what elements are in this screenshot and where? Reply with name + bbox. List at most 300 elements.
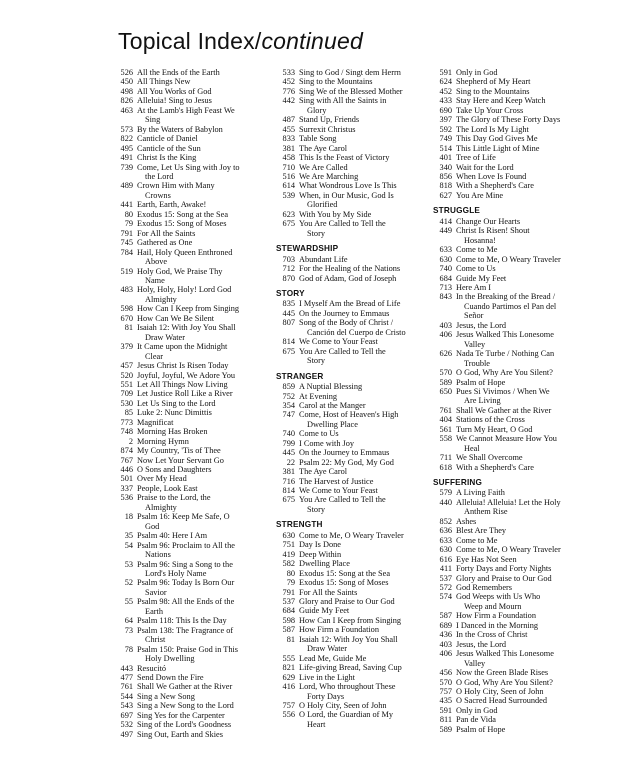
index-column-1 — [114, 68, 266, 739]
hymn-title-continued: Dwelling Place — [307, 419, 358, 429]
hymn-title-continued: Anthem Rise — [464, 507, 508, 517]
hymn-title: What Wondrous Love Is This — [299, 181, 397, 191]
hymn-title: A Living Faith — [456, 488, 505, 498]
hymn-number: 859 — [282, 382, 295, 392]
index-entry — [276, 701, 428, 710]
hymn-title: Psalm 150: Praise God in This — [137, 644, 239, 654]
hymn-number: 614 — [282, 181, 295, 191]
index-entry — [114, 597, 266, 616]
hymn-number: 519 — [120, 266, 133, 276]
index-entry — [276, 125, 428, 134]
index-entry — [114, 200, 266, 209]
hymn-number: 381 — [282, 467, 295, 477]
index-entry — [276, 429, 428, 438]
index-entry — [276, 673, 428, 682]
hymn-number: 442 — [282, 96, 295, 106]
index-entry — [114, 408, 266, 417]
hymn-title: Shepherd of My Heart — [456, 77, 531, 87]
hymn-number: 441 — [120, 200, 133, 210]
hymn-title-continued: Canción del Cuerpo de Cristo — [307, 327, 406, 337]
hymn-number: 623 — [282, 209, 295, 219]
hymn-number: 489 — [120, 181, 133, 191]
index-entry — [114, 399, 266, 408]
hymn-number: 835 — [282, 299, 295, 309]
hymn-title-continued: Crowns — [145, 190, 171, 200]
hymn-number: 579 — [439, 488, 452, 498]
section-heading: STRENGTH — [276, 520, 323, 530]
hymn-number: 477 — [120, 673, 133, 682]
index-entry — [276, 347, 428, 366]
index-entry — [433, 172, 603, 181]
hymn-number: 446 — [120, 465, 133, 475]
hymn-number: 433 — [439, 96, 452, 106]
index-entry — [433, 415, 603, 424]
hymn-title: Jesus, the Lord — [456, 639, 507, 649]
hymn-number: 856 — [439, 171, 452, 181]
index-entry — [433, 125, 603, 134]
hymn-number: 589 — [439, 724, 452, 734]
hymn-title: I Myself Am the Bread of Life — [299, 299, 401, 309]
hymn-title: Magnificat — [137, 417, 174, 427]
hymn-number: 379 — [120, 342, 133, 352]
index-entry — [433, 245, 603, 254]
index-entry — [433, 96, 603, 105]
index-entry — [114, 682, 266, 691]
hymn-title: Table Song — [299, 134, 337, 144]
hymn-title: We Are Called — [299, 162, 348, 172]
hymn-title: Lord, Who throughout These — [299, 682, 396, 692]
hymn-number: 633 — [439, 535, 452, 545]
hymn-title: For All the Saints — [137, 228, 196, 238]
hymn-number: 630 — [439, 254, 452, 264]
hymn-number: 582 — [282, 559, 295, 569]
hymn-title: Jesus, the Lord — [456, 320, 507, 330]
hymn-number: 85 — [124, 408, 133, 418]
index-entry — [276, 559, 428, 568]
hymn-title: I Danced in the Morning — [456, 620, 539, 630]
index-entry — [114, 285, 266, 304]
hymn-title: Resucitó — [137, 663, 167, 673]
index-entry — [276, 410, 428, 429]
hymn-title: You Are Mine — [456, 190, 504, 200]
index-entry — [433, 498, 603, 517]
hymn-number: 337 — [120, 483, 133, 493]
hymn-number: 650 — [439, 386, 452, 396]
index-entry — [433, 583, 603, 592]
hymn-title: Change Our Hearts — [456, 216, 521, 226]
hymn-number: 874 — [120, 446, 133, 456]
index-column-3 — [433, 68, 603, 734]
index-entry — [276, 392, 428, 401]
hymn-number: 520 — [120, 370, 133, 380]
index-entry — [114, 446, 266, 455]
hymn-number: 747 — [282, 410, 295, 420]
index-entry — [433, 321, 603, 330]
hymn-title: All You Works of God — [137, 86, 212, 96]
hymn-title-continued: Christ — [145, 635, 166, 645]
hymn-number: 80 — [286, 568, 295, 578]
index-entry — [433, 536, 603, 545]
index-entry — [114, 361, 266, 370]
hymn-title: You Are Called to Tell the — [299, 219, 386, 229]
hymn-title-continued: God — [145, 521, 160, 531]
hymn-title-continued: Glorified — [307, 200, 338, 210]
hymn-title: Crown Him with Many — [137, 181, 215, 191]
hymn-title-continued: Almighty — [145, 294, 177, 304]
hymn-title: Psalm 96: Sing a Song to the — [137, 559, 233, 569]
index-entry — [114, 474, 266, 483]
index-entry — [114, 484, 266, 493]
hymn-title: Take Up Your Cross — [456, 105, 524, 115]
hymn-title: The Harvest of Justice — [299, 476, 374, 486]
index-entry — [433, 668, 603, 677]
hymn-title: The Lord Is My Light — [456, 124, 529, 134]
hymn-title: Stand Up, Friends — [299, 115, 360, 125]
hymn-number: 414 — [439, 216, 452, 226]
index-entry — [276, 448, 428, 457]
index-entry — [276, 467, 428, 476]
hymn-title-continued: Valley — [464, 339, 486, 349]
index-entry — [114, 560, 266, 579]
index-entry — [114, 314, 266, 323]
hymn-title: In the Cross of Christ — [456, 630, 528, 640]
hymn-number: 709 — [120, 389, 133, 399]
hymn-number: 544 — [120, 691, 133, 701]
hymn-number: 712 — [282, 264, 295, 274]
hymn-title: Sing a New Song — [137, 691, 195, 701]
hymn-number: 822 — [120, 134, 133, 144]
index-entry — [433, 463, 603, 472]
index-entry — [433, 488, 603, 497]
index-entry — [114, 106, 266, 125]
index-entry — [114, 238, 266, 247]
hymn-number: 757 — [282, 701, 295, 710]
hymn-number: 591 — [439, 68, 452, 77]
index-entry — [433, 144, 603, 153]
hymn-number: 79 — [286, 578, 295, 588]
hymn-number: 561 — [439, 424, 452, 434]
hymn-number: 404 — [439, 415, 452, 425]
index-entry — [433, 191, 603, 200]
hymn-title: O Holy City, Seen of John — [456, 687, 544, 696]
hymn-number: 703 — [282, 254, 295, 264]
hymn-title: Psalm of Hope — [456, 377, 506, 387]
index-entry — [114, 342, 266, 361]
hymn-number: 784 — [120, 247, 133, 257]
index-entry — [433, 715, 603, 724]
hymn-number: 791 — [282, 587, 295, 597]
hymn-number: 670 — [120, 313, 133, 323]
index-entry — [433, 517, 603, 526]
hymn-number: 821 — [282, 663, 295, 673]
index-entry — [276, 550, 428, 559]
index-entry — [276, 163, 428, 172]
hymn-title: Only in God — [456, 68, 498, 77]
hymn-number: 416 — [282, 682, 295, 692]
index-entry — [433, 611, 603, 620]
hymn-title: Jesus Walked This Lonesome — [456, 330, 554, 340]
hymn-number: 675 — [282, 346, 295, 356]
hymn-title: Glory and Praise to Our God — [299, 597, 395, 607]
hymn-number: 449 — [439, 226, 452, 236]
hymn-title: All Things New — [137, 77, 191, 87]
hymn-number: 555 — [282, 653, 295, 663]
hymn-number: 81 — [124, 323, 133, 333]
hymn-title: Sing to God / Singt dem Herrn — [299, 68, 401, 77]
hymn-number: 624 — [439, 77, 452, 87]
index-entry — [114, 512, 266, 531]
hymn-title: Sing of the Lord's Goodness — [137, 720, 232, 730]
hymn-number: 516 — [282, 171, 295, 181]
index-entry — [433, 687, 603, 696]
index-entry — [276, 210, 428, 219]
hymn-number: 452 — [439, 86, 452, 96]
hymn-title: It Came upon the Midnight — [137, 342, 228, 352]
index-entry — [114, 134, 266, 143]
hymn-number: 340 — [439, 162, 452, 172]
hymn-number: 551 — [120, 379, 133, 389]
hymn-title: Live in the Light — [299, 672, 355, 682]
hymn-title-continued: Glory — [307, 105, 327, 115]
hymn-title: Morning Has Broken — [137, 427, 208, 437]
hymn-number: 690 — [439, 105, 452, 115]
index-entry — [114, 153, 266, 162]
hymn-number: 633 — [439, 245, 452, 255]
index-entry — [433, 68, 603, 77]
hymn-number: 53 — [124, 559, 133, 569]
hymn-title: Luke 2: Nunc Dimittis — [137, 408, 212, 418]
index-entry — [433, 77, 603, 86]
hymn-title-continued: Story — [307, 356, 325, 366]
index-entry — [433, 292, 603, 320]
hymn-number: 495 — [120, 143, 133, 153]
index-entry — [114, 210, 266, 219]
hymn-title: Let Justice Roll Like a River — [137, 389, 233, 399]
hymn-title-continued: Sing — [145, 115, 161, 125]
index-entry — [276, 96, 428, 115]
index-entry — [114, 77, 266, 86]
hymn-title: Come, Host of Heaven's High — [299, 410, 399, 420]
hymn-number: 403 — [439, 639, 452, 649]
hymn-number: 626 — [439, 349, 452, 359]
hymn-number: 537 — [282, 597, 295, 607]
hymn-number: 455 — [282, 124, 295, 134]
hymn-number: 54 — [124, 540, 133, 550]
hymn-number: 675 — [282, 495, 295, 505]
index-entry — [276, 625, 428, 634]
hymn-number: 587 — [282, 625, 295, 635]
hymn-number: 818 — [439, 181, 452, 191]
hymn-number: 436 — [439, 630, 452, 640]
hymn-title: How Firm a Foundation — [456, 611, 536, 621]
hymn-number: 767 — [120, 455, 133, 465]
hymn-title: Dwelling Place — [299, 559, 350, 569]
hymn-title: Pues Si Vivimos / When We — [456, 386, 550, 396]
hymn-number: 55 — [124, 597, 133, 607]
hymn-title: Over My Head — [137, 474, 187, 484]
index-entry — [114, 626, 266, 645]
section-heading: STRUGGLE — [433, 206, 481, 216]
hymn-number: 752 — [282, 391, 295, 401]
index-entry — [433, 217, 603, 226]
hymn-title-continued: Savior — [145, 587, 167, 597]
hymn-number: 572 — [439, 583, 452, 593]
index-entry — [433, 349, 603, 368]
hymn-title: Come to Me — [456, 535, 498, 545]
hymn-title: O Lord, the Guardian of My — [299, 710, 394, 720]
hymn-title-continued: Trouble — [464, 358, 490, 368]
index-entry — [433, 274, 603, 283]
index-entry — [114, 437, 266, 446]
index-entry — [433, 453, 603, 462]
index-entry — [276, 274, 428, 283]
index-entry — [433, 153, 603, 162]
hymn-title: Song of the Body of Christ / — [299, 318, 394, 328]
index-entry — [114, 711, 266, 720]
index-column-2 — [276, 68, 428, 729]
hymn-title: When, in Our Music, God Is — [299, 190, 394, 200]
index-entry — [433, 434, 603, 453]
index-entry — [276, 337, 428, 346]
section-heading: STEWARDSHIP — [276, 244, 339, 254]
hymn-number: 501 — [120, 474, 133, 484]
index-entry — [276, 606, 428, 615]
hymn-number: 514 — [439, 143, 452, 153]
hymn-title: People, Look East — [137, 483, 198, 493]
index-entry — [114, 645, 266, 664]
hymn-title: Psalm 118: This Is the Day — [137, 616, 227, 626]
hymn-number: 35 — [124, 531, 133, 541]
index-entry — [276, 309, 428, 318]
hymn-number: 445 — [282, 308, 295, 318]
section-heading: STRANGER — [276, 371, 324, 381]
hymn-number: 443 — [120, 663, 133, 673]
hymn-title: Isaiah 12: With Joy You Shall — [299, 634, 398, 644]
hymn-title: This Day God Gives Me — [456, 134, 538, 144]
hymn-title: Sing with All the Saints in — [299, 96, 387, 106]
index-entry — [433, 255, 603, 264]
index-entry — [433, 555, 603, 564]
hymn-title: Morning Hymn — [137, 436, 189, 446]
hymn-number: 570 — [439, 677, 452, 687]
hymn-number: 18 — [124, 512, 133, 522]
index-entry — [433, 387, 603, 406]
index-entry — [114, 418, 266, 427]
index-entry — [433, 368, 603, 377]
hymn-title: Come to Us — [299, 429, 339, 439]
hymn-title: Deep Within — [299, 549, 342, 559]
hymn-number: 450 — [120, 77, 133, 87]
index-entry — [276, 439, 428, 448]
hymn-title: O Sacred Head Surrounded — [456, 696, 548, 706]
hymn-number: 589 — [439, 377, 452, 387]
hymn-title: Send Down the Fire — [137, 673, 204, 682]
hymn-title: Psalm 40: Here I Am — [137, 531, 208, 541]
hymn-title: Psalm 138: The Fragrance of — [137, 625, 234, 635]
hymn-number: 799 — [282, 438, 295, 448]
hymn-title: Carol at the Manger — [299, 400, 366, 410]
index-entry — [276, 663, 428, 672]
hymn-number: 463 — [120, 105, 133, 115]
hymn-title-continued: Above — [145, 257, 168, 267]
hymn-title: Only in God — [456, 705, 498, 715]
hymn-number: 629 — [282, 672, 295, 682]
hymn-number: 381 — [282, 143, 295, 153]
hymn-title-continued: Forty Days — [307, 691, 345, 701]
hymn-number: 689 — [439, 620, 452, 630]
index-entry — [276, 219, 428, 238]
index-entry — [114, 304, 266, 313]
hymn-number: 435 — [439, 696, 452, 706]
hymn-number: 748 — [120, 427, 133, 437]
hymn-title: At the Lamb's High Feast We — [137, 105, 235, 115]
hymn-title-continued: Draw Water — [307, 644, 347, 654]
hymn-number: 757 — [439, 687, 452, 696]
index-entry — [114, 541, 266, 560]
hymn-number: 598 — [282, 615, 295, 625]
hymn-title: Forty Days and Forty Nights — [456, 564, 552, 574]
index-entry — [114, 181, 266, 200]
hymn-title: Come to Me, O Weary Traveler — [456, 254, 561, 264]
hymn-number: 483 — [120, 285, 133, 295]
hymn-title-continued: Story — [307, 504, 325, 514]
hymn-title: Let Us Sing to the Lord — [137, 398, 216, 408]
hymn-title: By the Waters of Babylon — [137, 124, 223, 134]
hymn-number: 852 — [439, 516, 452, 526]
hymn-number: 419 — [282, 549, 295, 559]
hymn-number: 411 — [439, 564, 452, 574]
index-entry — [276, 68, 428, 77]
hymn-number: 543 — [120, 701, 133, 711]
hymn-title: Exodus 15: Song of Moses — [299, 578, 389, 588]
index-entry — [433, 134, 603, 143]
hymn-title: Eye Has Not Seen — [456, 554, 517, 564]
index-entry — [276, 264, 428, 273]
hymn-title: When Love Is Found — [456, 171, 527, 181]
page-title — [118, 28, 363, 55]
hymn-title: God Weeps with Us Who — [456, 592, 541, 602]
hymn-number: 536 — [120, 493, 133, 503]
hymn-number: 401 — [439, 153, 452, 163]
hymn-title: Shall We Gather at the River — [137, 682, 233, 692]
hymn-number: 684 — [439, 273, 452, 283]
hymn-title: With a Shepherd's Care — [456, 181, 534, 191]
hymn-title: Lead Me, Guide Me — [299, 653, 367, 663]
hymn-number: 598 — [120, 304, 133, 314]
hymn-title: You Are Called to Tell the — [299, 495, 386, 505]
hymn-number: 406 — [439, 649, 452, 659]
hymn-title-continued: Nations — [145, 550, 171, 560]
hymn-title: Joyful, Joyful, We Adore You — [137, 370, 236, 380]
index-entry — [114, 692, 266, 701]
hymn-number: 749 — [439, 134, 452, 144]
hymn-number: 630 — [439, 545, 452, 555]
index-entry — [114, 68, 266, 77]
hymn-title-continued: Story — [307, 228, 325, 238]
index-entry — [276, 181, 428, 190]
hymn-title: Alleluia! Sing to Jesus — [137, 96, 212, 106]
hymn-number: 826 — [120, 96, 133, 106]
hymn-title: Nada Te Turbe / Nothing Can — [456, 349, 555, 359]
hymn-title-continued: Almighty — [145, 502, 177, 512]
index-entry — [433, 564, 603, 573]
index-entry — [433, 87, 603, 96]
hymn-number: 556 — [282, 710, 295, 720]
hymn-title-continued: Name — [145, 275, 165, 285]
hymn-number: 773 — [120, 417, 133, 427]
hymn-number: 833 — [282, 134, 295, 144]
index-entry — [114, 616, 266, 625]
